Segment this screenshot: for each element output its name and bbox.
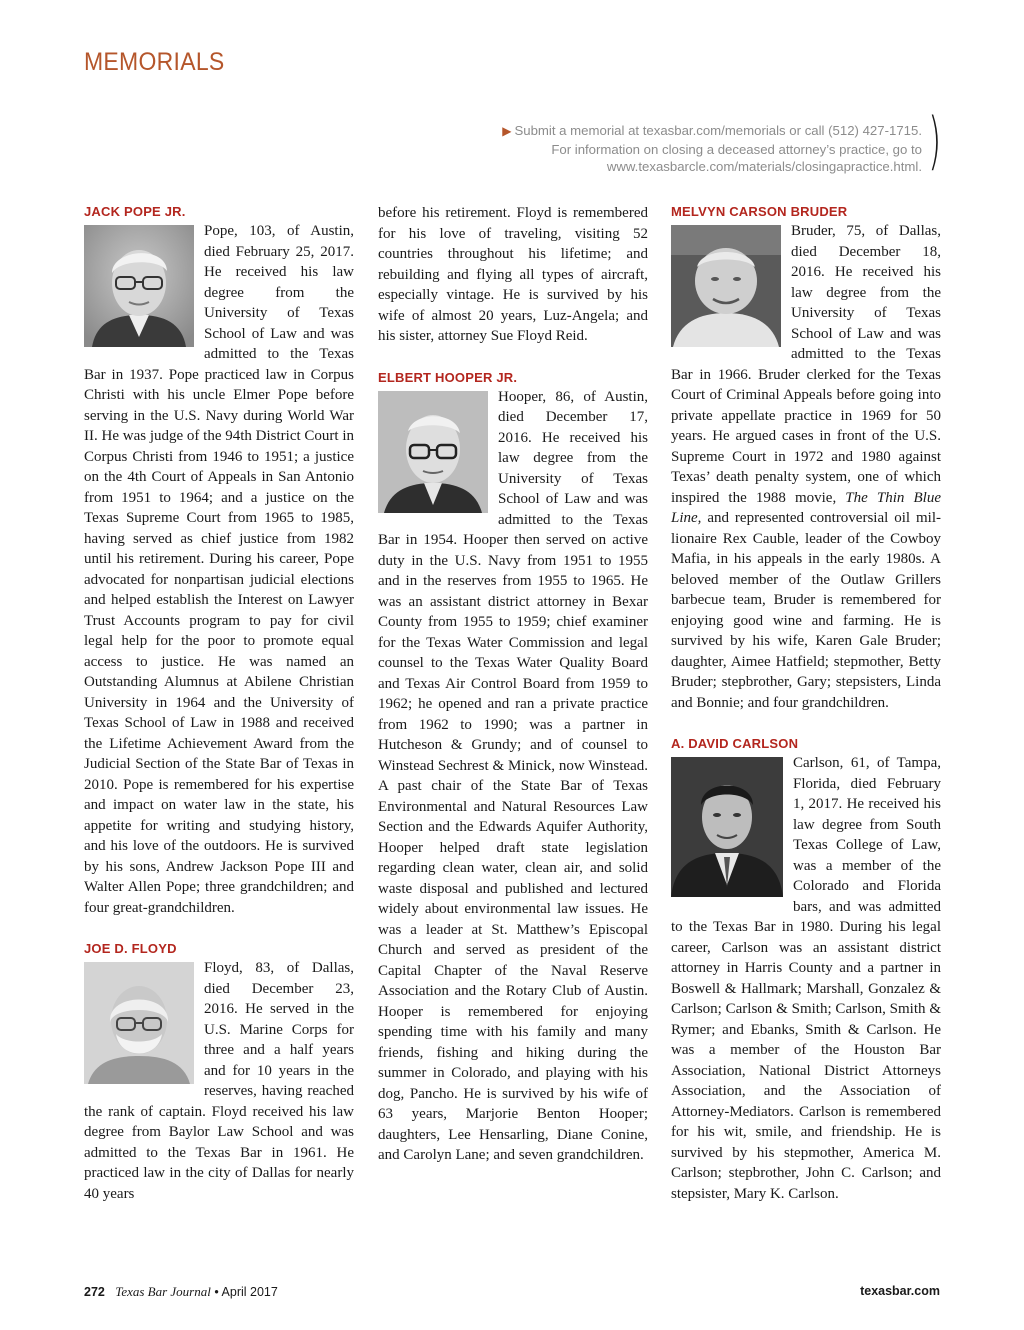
submit-link-text[interactable]: Submit a memorial at texasbar.com/memorials or call (512) 427-1715.: [514, 123, 922, 138]
submit-info: [402, 122, 922, 176]
site-link[interactable]: texasbar.com: [860, 1284, 940, 1298]
memorial-text-pope: Pope, 103, of Austin, died February 25, 2017. He received his law degree from the University of Texas School of Law and was admitted to the Texas Bar in 1937. Pope practiced law in Corpus Christi with his uncle Elmer Pope before serving in the U.S. Navy during World War II. He was judge of the 94th District Court in Corpus Christi from 1946 to 1951; a justice on the 4th Court of Appeals in San Antonio from 1951 to 1964; and a justice on the Texas Supreme Court from 1965 to 1985, having served as chief justice from 1982 until his retirement. During his career, Pope advocated for nonpartisan judicial elections and helped establish the Interest on Lawyer Trust Accounts program to pay for civil legal help for the poor to promote equal access to justice. He was named an Outstanding Alumnus at Abilene Christian University in 1964 and the University of Texas School of Law in 1988 and received the Lifetime Achievement Award from the Judicial Section of the State Bar of Texas in 2010. Pope is remembered for his expertise and impact on water law in the state, his appetite for writing and studying history, and his love of the outdoors. He is survived by his sons, Andrew Jackson Pope III and Walter Allen Pope; three grandchildren; and four great-grandchildren.: [84, 223, 354, 916]
section-title: MEMORIALS: [84, 48, 225, 76]
submit-line-3[interactable]: www.texasbarcle.com/materials/closingapractice.html.: [606, 159, 922, 174]
page-footer: [84, 1284, 940, 1304]
memorial-name-pope: JACK POPE JR.: [84, 204, 186, 219]
movie-title: The Thin Blue Line,: [671, 489, 941, 526]
journal-name: Texas Bar Journal: [115, 1284, 211, 1299]
column-3: [671, 203, 941, 1204]
portrait-photo-carlson: [671, 757, 783, 897]
triangle-arrow-icon: ▶: [502, 124, 512, 138]
portrait-photo-pope: [84, 225, 194, 347]
submit-line-1: [402, 122, 922, 141]
memorial-text-floyd: Floyd, 83, of Dallas, died December 23, 2016. He served in the U.S. Marine Corps for three and a half years and for 10 years in the reserves, having reached the rank of captain. Floyd received his law degree from Baylor Law School and was admitted to the Texas Bar in 1961. He practiced law in the city of Dallas for nearly 40 years: [84, 960, 354, 1202]
issue-date: April 2017: [221, 1285, 278, 1299]
memorial-text-bruder: Bruder, 75, of Dallas, died December 18, 2016. He received his law degree from the University of Texas School of Law and was admitted to the Texas Bar in 1966. Bruder clerked for the Texas Court of Criminal Appeals before going into private appellate practice in 1969 for 50 years. He argued cases in front of the U.S. Supreme Court in 1972 and 1980 against Texas’ death penalty system, one of which inspired the 1988 movie, The Thin Blue Line, and represented controversial oil millionaire Rex Cauble, leader of the Cowboy Mafia, in his appeals in the early 1980s. A beloved member of the Outlaw Grillers barbecue team, Bruder is remembered for enjoying good wine and farming. He is survived by his wife, Karen Gale Bruder; daughter, Aimee Hatfield; stepmother, Betty Bruder; stepbrother, Gary; stepsisters, Linda and Bonnie; and four grandchildren.: [671, 223, 941, 711]
memorial-name-hooper: ELBERT HOOPER JR.: [378, 369, 518, 385]
memorial-name-bruder: MELVYN CARSON BRUDER: [671, 204, 848, 219]
portrait-photo-bruder: [671, 225, 781, 347]
closing-parenthesis-graphic: ): [928, 104, 942, 177]
page-number: 272: [84, 1285, 105, 1299]
portrait-photo-floyd: [84, 962, 194, 1084]
footer-separator: •: [214, 1285, 219, 1299]
memorial-text-hooper: Hooper, 86, of Austin, died December 17, 2016. He received his law degree from the University of Texas School of Law and was admitted to the Texas Bar in 1954. Hooper then served on active duty in the U.S. Navy from 1951 to 1955 and in the reserves from 1955 to 1965. He was an assistant district attorney in Bexar County from 1955 to 1959; chief examiner for the Texas Water Commission and legal counsel to the Texas Water Quality Board and Texas Air Control Board from 1959 to 1962; he opened and ran a private practice from 1962 to 1990; was a partner in Hutcheson & Grundy; and of counsel to Winstead Sechrest & Minick, now Winstead. A past chair of the State Bar of Texas Environmental and Natural Resources Law Section and the Edwards Aquifer Authority, Hooper helped draft state legislation regarding clean water, clean air, and solid waste disposal and published and lectured widely about environmental law issues. He was a leader at St. Matthew’s Episcopal Church and served as president of the Capital Chapter of the Naval Reserve Association and the Rotary Club of Austin. Hooper is remembered for enjoying spending time with his family and many friends, fishing and hiking during the summer in Colorado, and playing with his dog, Pancho. He is survived by his wife of 63 years, Marjorie Benton Hooper; daughters, Lee Hensarling, Diane Conine, and Carolyn Lane; and seven grandchildren.: [378, 388, 648, 1163]
portrait-photo-hooper: [378, 391, 488, 513]
memorial-text-carlson: Carlson, 61, of Tampa, Florida, died February 1, 2017. He received his law degree from South Texas College of Law, was a member of the Colorado and Florida bars, and was admitted to the Texas Bar in 1980. During his legal career, Carlson was an assistant district attorney in Harris County and a partner in Boswell & Hallmark; Marshall, Gonzalez & Carlson; Carlson & Smith; Carlson, Smith & Rymer; and Ebanks, Smith & Carlson. He was a member of the Houston Bar Association, National District Attorneys Association, and the Association of Attorney-Mediators. Carlson is remembered for his wit, smile, and friendship. He is survived by his stepmother, America M. Carlson; stepbrother, John C. Carlson; and stepsister, Mary K. Carlson.: [671, 755, 941, 1202]
submit-line-2: For information on closing a deceased attorney’s practice, go to: [551, 141, 922, 157]
memorial-text-floyd-continued: before his retirement. Floyd is remembered for his love of traveling, visiting 52 countries throughout his lifetime; and rebuilding and flying all types of aircraft, especially vintage. He is survived by his wife of almost 20 years, Luz-Angela; and his sister, attorney Sue Floyd Reid.: [378, 205, 648, 344]
column-1: [84, 203, 354, 1204]
column-2: [378, 203, 648, 1166]
memorial-name-carlson: A. DAVID CARLSON: [671, 736, 799, 751]
memorial-name-floyd: JOE D. FLOYD: [84, 941, 177, 956]
